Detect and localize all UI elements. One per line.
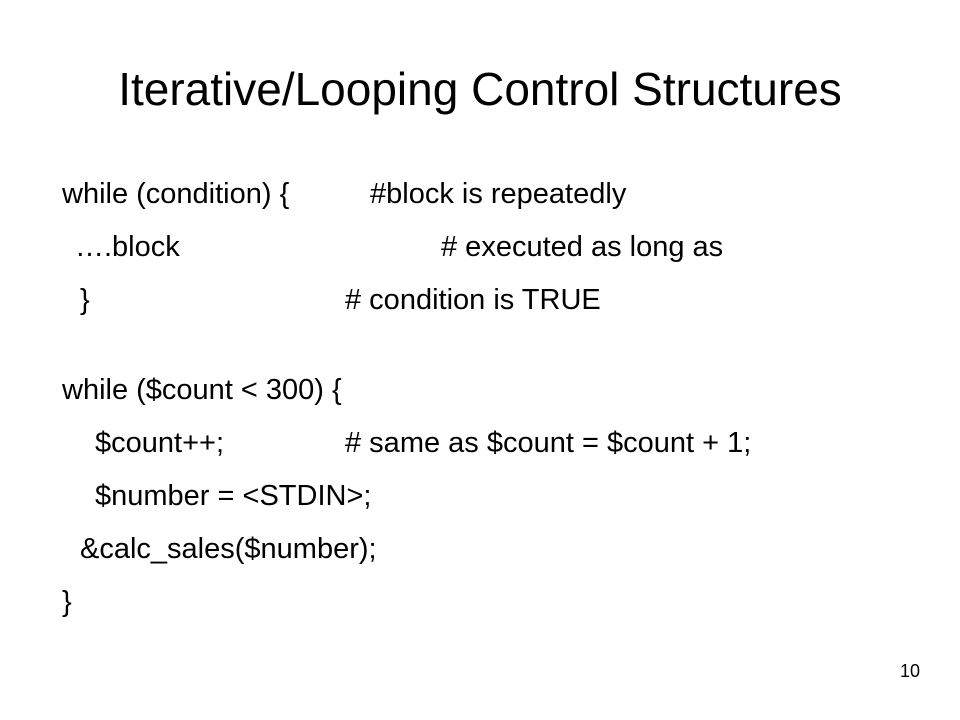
code-text: }: [62, 586, 72, 618]
code-comment: # same as $count = $count + 1;: [345, 427, 752, 459]
code-text: }: [80, 284, 90, 316]
code-text: $number = <STDIN>;: [95, 480, 372, 512]
code-text: ….block: [75, 231, 180, 263]
code-text: while (condition) {: [62, 178, 290, 210]
code-text: $count++;: [95, 427, 224, 459]
slide-title: Iterative/Looping Control Structures: [118, 63, 842, 115]
code-text: &calc_sales($number);: [80, 533, 377, 565]
code-comment: # executed as long as: [441, 231, 724, 263]
code-comment: #block is repeatedly: [370, 178, 627, 210]
page-number: 10: [899, 661, 920, 681]
code-text: while ($count < 300) {: [62, 374, 342, 406]
code-comment: # condition is TRUE: [345, 284, 601, 316]
